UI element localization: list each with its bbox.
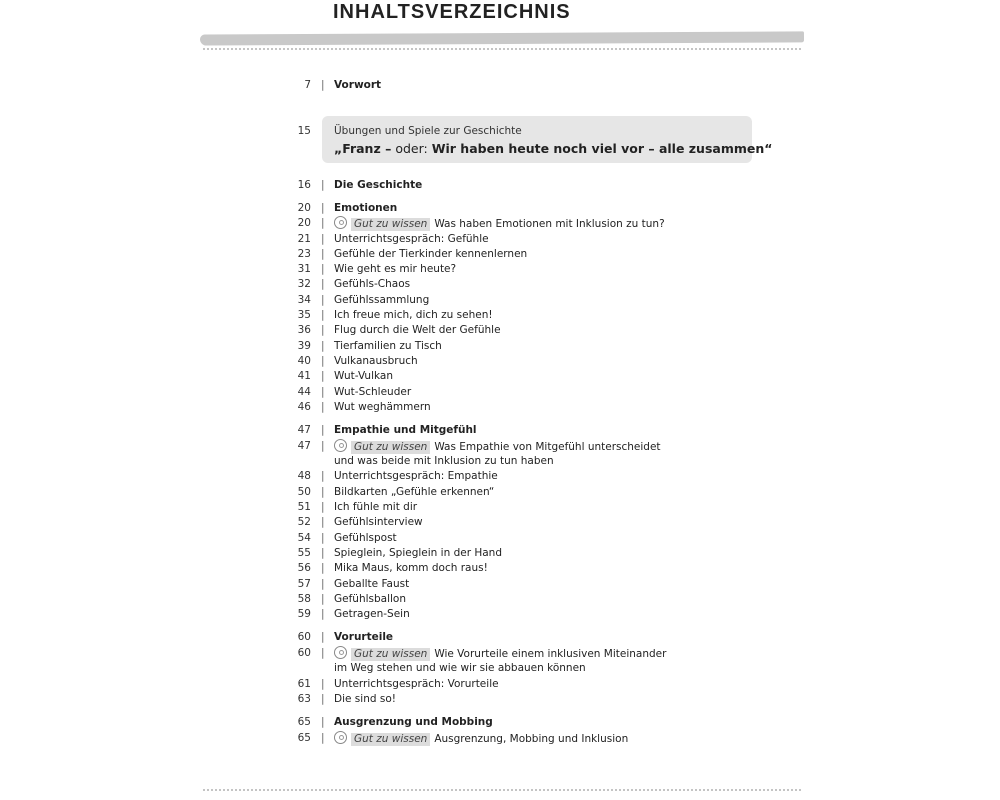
lightbulb-icon xyxy=(334,646,347,659)
separator: | xyxy=(321,309,325,321)
separator: | xyxy=(321,547,325,559)
entry-title: Unterrichtsgespräch: Empathie xyxy=(334,470,498,482)
separator: | xyxy=(321,179,325,191)
separator: | xyxy=(321,370,325,382)
entry-title: Getragen-Sein xyxy=(334,608,410,620)
entry-title: Unterrichtsgespräch: Gefühle xyxy=(334,233,489,245)
page-number: 31 xyxy=(297,263,311,275)
page-number: 20 xyxy=(297,202,311,214)
page-number: 47 xyxy=(297,440,311,452)
lightbulb-icon xyxy=(334,439,347,452)
page-number: 44 xyxy=(297,386,311,398)
page-number: 58 xyxy=(297,593,311,605)
separator: | xyxy=(321,324,325,336)
separator: | xyxy=(321,233,325,245)
page-number: 51 xyxy=(297,501,311,513)
page-number: 52 xyxy=(297,516,311,528)
gut-zu-wissen-badge: Gut zu wissen xyxy=(351,733,430,746)
separator: | xyxy=(321,401,325,413)
entry-title: Gefühls-Chaos xyxy=(334,278,411,290)
info-text-continued: und was beide mit Inklusion zu tun haben xyxy=(334,455,554,467)
entry-title: Tierfamilien zu Tisch xyxy=(334,340,442,352)
info-line xyxy=(334,646,666,662)
info-text: Was haben Emotionen mit Inklusion zu tun? xyxy=(434,218,665,230)
separator: | xyxy=(321,386,325,398)
separator: | xyxy=(321,578,325,590)
separator: | xyxy=(321,248,325,260)
separator: | xyxy=(321,647,325,659)
entry-title: Gefühlssammlung xyxy=(334,294,430,306)
page-number: 55 xyxy=(297,547,311,559)
gut-zu-wissen-badge: Gut zu wissen xyxy=(351,648,430,661)
separator: | xyxy=(321,486,325,498)
separator: | xyxy=(321,202,325,214)
page-number: 36 xyxy=(297,324,311,336)
separator: | xyxy=(321,608,325,620)
entry-title: Gefühle der Tierkinder kennenlernen xyxy=(334,248,528,260)
page-number: 47 xyxy=(297,424,311,436)
gut-zu-wissen-badge: Gut zu wissen xyxy=(351,218,430,231)
separator: | xyxy=(321,424,325,436)
separator: | xyxy=(321,501,325,513)
entry-title: Flug durch die Welt der Gefühle xyxy=(334,324,501,336)
entry-title: Wut-Schleuder xyxy=(334,386,412,398)
separator: | xyxy=(321,470,325,482)
info-line xyxy=(334,216,665,232)
page-number: 20 xyxy=(297,217,311,229)
page-number: 21 xyxy=(297,233,311,245)
entry-title: Gefühlsballon xyxy=(334,593,407,605)
page-number: 56 xyxy=(297,562,311,574)
gut-zu-wissen-badge: Gut zu wissen xyxy=(351,441,430,454)
page-number: 32 xyxy=(297,278,311,290)
page-number: 48 xyxy=(297,470,311,482)
separator: | xyxy=(321,516,325,528)
entry-title: Die Geschichte xyxy=(334,179,423,191)
page-number: 57 xyxy=(297,578,311,590)
lightbulb-icon xyxy=(334,731,347,744)
separator: | xyxy=(321,562,325,574)
info-text-continued: im Weg stehen und wie wir sie abbauen können xyxy=(334,662,586,674)
separator: | xyxy=(321,79,325,91)
lightbulb-icon xyxy=(334,216,347,229)
highlight-title-part1: „Franz – xyxy=(334,141,392,156)
page-number: 16 xyxy=(297,179,311,191)
page-number: 60 xyxy=(297,631,311,643)
separator: | xyxy=(321,294,325,306)
header-bar xyxy=(200,31,804,45)
entry-title: Spieglein, Spieglein in der Hand xyxy=(334,547,502,559)
page-number: 60 xyxy=(297,647,311,659)
page-number: 41 xyxy=(297,370,311,382)
page-number: 50 xyxy=(297,486,311,498)
page-number: 63 xyxy=(297,693,311,705)
entry-title: Gefühlsinterview xyxy=(334,516,423,528)
page-number: 39 xyxy=(297,340,311,352)
separator: | xyxy=(321,278,325,290)
entry-title: Vorwort xyxy=(334,79,382,91)
separator: | xyxy=(321,732,325,744)
entry-title: Wie geht es mir heute? xyxy=(334,263,457,275)
page-number: 46 xyxy=(297,401,311,413)
section-title: Empathie und Mitgefühl xyxy=(334,424,477,436)
page-number: 65 xyxy=(297,716,311,728)
separator: | xyxy=(321,631,325,643)
entry-title: Geballte Faust xyxy=(334,578,410,590)
separator: | xyxy=(321,716,325,728)
highlight-page-number: 15 xyxy=(297,125,311,137)
info-line xyxy=(334,731,628,747)
separator: | xyxy=(321,693,325,705)
info-line xyxy=(334,439,661,455)
page-number: 65 xyxy=(297,732,311,744)
entry-title: Ich fühle mit dir xyxy=(334,501,418,513)
highlight-title-part2: oder: xyxy=(395,141,428,156)
page-number: 34 xyxy=(297,294,311,306)
separator: | xyxy=(321,217,325,229)
page-number: 35 xyxy=(297,309,311,321)
page-number: 40 xyxy=(297,355,311,367)
info-text: Ausgrenzung, Mobbing und Inklusion xyxy=(434,733,629,745)
highlight-title-part3: Wir haben heute noch viel vor – alle zusammen“ xyxy=(431,141,773,156)
entry-title: Wut-Vulkan xyxy=(334,370,393,382)
separator: | xyxy=(321,440,325,452)
entry-title: Wut weghämmern xyxy=(334,401,431,413)
info-text: Was Empathie von Mitgefühl unterscheidet xyxy=(434,441,661,453)
entry-title: Gefühlspost xyxy=(334,532,397,544)
separator: | xyxy=(321,593,325,605)
section-title: Emotionen xyxy=(334,202,398,214)
entry-title: Ich freue mich, dich zu sehen! xyxy=(334,309,493,321)
page-number: 61 xyxy=(297,678,311,690)
section-title: Ausgrenzung und Mobbing xyxy=(334,716,493,728)
entry-title: Bildkarten „Gefühle erkennen“ xyxy=(334,486,495,498)
highlight-subtitle: Übungen und Spiele zur Geschichte xyxy=(334,125,522,137)
info-text: Wie Vorurteile einem inklusiven Miteinander xyxy=(434,648,667,660)
page-title: INHALTSVERZEICHNIS xyxy=(333,1,571,23)
separator: | xyxy=(321,340,325,352)
page-number: 7 xyxy=(304,79,311,91)
separator: | xyxy=(321,263,325,275)
page-number: 54 xyxy=(297,532,311,544)
highlight-title xyxy=(334,140,772,157)
footer-divider xyxy=(203,789,801,791)
page-number: 59 xyxy=(297,608,311,620)
separator: | xyxy=(321,355,325,367)
header-divider xyxy=(203,48,801,50)
section-title: Vorurteile xyxy=(334,631,394,643)
entry-title: Vulkanausbruch xyxy=(334,355,418,367)
separator: | xyxy=(321,678,325,690)
page-number: 23 xyxy=(297,248,311,260)
separator: | xyxy=(321,532,325,544)
entry-title: Mika Maus, komm doch raus! xyxy=(334,562,488,574)
entry-title: Unterrichtsgespräch: Vorurteile xyxy=(334,678,499,690)
entry-title: Die sind so! xyxy=(334,693,396,705)
